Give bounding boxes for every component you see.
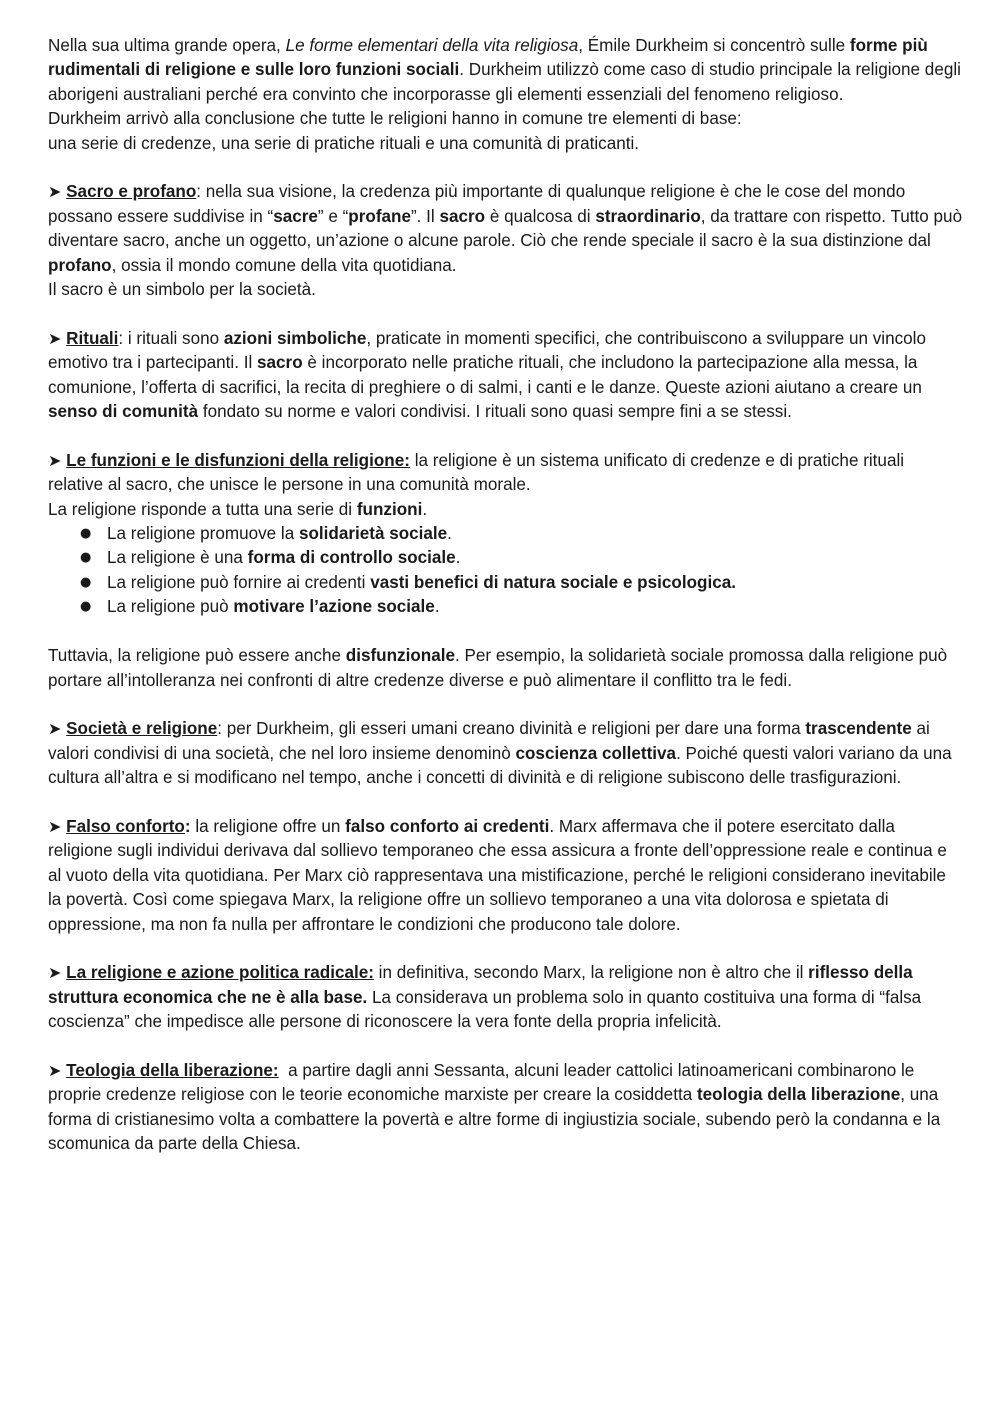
arrow-icon: ➤ bbox=[48, 182, 62, 202]
section-heading: Rituali bbox=[66, 328, 119, 348]
bullet-icon: ● bbox=[80, 526, 92, 542]
section-heading: Falso conforto bbox=[66, 816, 185, 836]
arrow-icon: ➤ bbox=[48, 963, 62, 983]
section-teologia: ➤ Teologia della liberazione: a partire dagli anni Sessanta, alcuni leader cattolici latinoamericani combinarono le proprie credenze religiose con le teorie economiche marxiste per creare la cosiddetta teologia della liberazione, una forma di cristianesimo volta a combattere la povertà e altre forme di ingiustizia sociale, subendo però la condanna e la scomunica da parte della Chiesa. bbox=[48, 1060, 941, 1154]
arrow-icon: ➤ bbox=[48, 328, 62, 348]
arrow-icon: ➤ bbox=[48, 816, 62, 836]
arrow-icon: ➤ bbox=[48, 1060, 62, 1080]
list-item: ● La religione può motivare l’azione sociale. bbox=[48, 595, 963, 619]
section-falso-conforto: ➤ Falso conforto: la religione offre un falso conforto ai credenti. Marx affermava che il potere esercitato dalla religione sugli individui derivava dal sollievo temporaneo che essa assicura a fronte dell’oppressione reale e continua e al vuoto della vita quotidiana. Per Marx ciò rappresentava una mistificazione, perché le religioni considerano inevitabile la povertà. Così come spiegava Marx, la religione offre un sollievo temporaneo a una vita dolorosa e spietata di oppressione, ma non fa nulla per affrontare le condizioni che producono tale dolore. bbox=[48, 816, 947, 934]
bullet-icon: ● bbox=[80, 574, 92, 590]
section-heading: Società e religione bbox=[66, 719, 218, 739]
document-page bbox=[48, 34, 963, 1157]
section-heading: Le funzioni e le disfunzioni della religione: bbox=[66, 450, 410, 470]
section-sacro-profano: ➤ Sacro e profano: nella sua visione, la credenza più importante di qualunque religione è che le cose del mondo possano essere suddivise in “sacre” e “profane”. Il sacro è qualcosa di straordinario, da trattare con rispetto. Tutto può diventare sacro, anche un oggetto, un’azione o alcune parole. Ciò che rende speciale il sacro è la sua distinzione dal profano, ossia il mondo comune della vita quotidiana. bbox=[48, 182, 963, 275]
intro-line-3: una serie di credenze, una serie di pratiche rituali e una comunità di praticanti. bbox=[48, 133, 640, 153]
section-funzioni: ➤ Le funzioni e le disfunzioni della religione: la religione è un sistema unificato di credenze e di pratiche rituali relative al sacro, che unisce le persone in una comunità morale. bbox=[48, 450, 905, 495]
list-item: ● La religione è una forma di controllo sociale. bbox=[48, 546, 963, 570]
bullet-icon: ● bbox=[80, 550, 92, 566]
funzioni-line-2: La religione risponde a tutta una serie di funzioni. bbox=[48, 499, 428, 519]
arrow-icon: ➤ bbox=[48, 450, 62, 470]
section-azione-politica: ➤ La religione e azione politica radicale: in definitiva, secondo Marx, la religione non è altro che il riflesso della struttura economica che ne è alla base. La considerava un problema solo in quanto costituiva una forma di “falsa coscienza” che impedisce alle persone di riconoscere la vera fonte della propria infelicità. bbox=[48, 963, 922, 1032]
book-title: Le forme elementari della vita religiosa bbox=[285, 36, 579, 55]
section-rituali: ➤ Rituali: i rituali sono azioni simboliche, praticate in momenti specifici, che contribuiscono a sviluppare un vincolo emotivo tra i partecipanti. Il sacro è incorporato nelle pratiche rituali, che includono la partecipazione alla messa, la comunione, l’offerta di sacrifici, la recita di preghiere o di salmi, i canti e le danze. Queste azioni aiutano a creare un senso di comunità fondato su norme e valori condivisi. I rituali sono quasi sempre fini a se stessi. bbox=[48, 328, 926, 422]
section-heading: Teologia della liberazione: bbox=[66, 1060, 279, 1080]
arrow-icon: ➤ bbox=[48, 719, 62, 739]
funzioni-paragraph-2: Tuttavia, la religione può essere anche disfunzionale. Per esempio, la solidarietà sociale promossa dalla religione può portare all’intolleranza nei confronti di altre credenze diverse e può alimentare il conflitto tra le fedi. bbox=[48, 646, 948, 690]
section-societa: ➤ Società e religione: per Durkheim, gli esseri umani creano divinità e religioni per dare una forma trascendente ai valori condivisi di una società, che nel loro insieme denominò coscienza collettiva. Poiché questi valori variano da una cultura all’altra e si modificano nel tempo, anche i concetti di divinità e di religione subiscono delle trasfigurazioni. bbox=[48, 719, 952, 788]
list-item: ● La religione può fornire ai credenti vasti benefici di natura sociale e psicologica. bbox=[48, 571, 963, 595]
funzioni-list bbox=[48, 522, 963, 620]
intro-paragraph: Nella sua ultima grande opera, Le forme elementari della vita religiosa, Émile Durkheim si concentrò sulle forme più rudimentali di religione e sulle loro funzioni sociali. Durkheim utilizzò come caso di studio principale la religione degli aborigeni australiani perché era convinto che incorporasse gli elementi essenziali del fenomeno religioso. bbox=[48, 36, 961, 104]
list-item: ● La religione promuove la solidarietà sociale. bbox=[48, 522, 963, 546]
bullet-icon: ● bbox=[80, 599, 92, 615]
section-heading: Sacro e profano bbox=[66, 182, 197, 202]
intro-line-2: Durkheim arrivò alla conclusione che tutte le religioni hanno in comune tre elementi di base: bbox=[48, 109, 742, 129]
section-heading: La religione e azione politica radicale: bbox=[66, 963, 374, 983]
sacro-line-2: Il sacro è un simbolo per la società. bbox=[48, 280, 316, 300]
